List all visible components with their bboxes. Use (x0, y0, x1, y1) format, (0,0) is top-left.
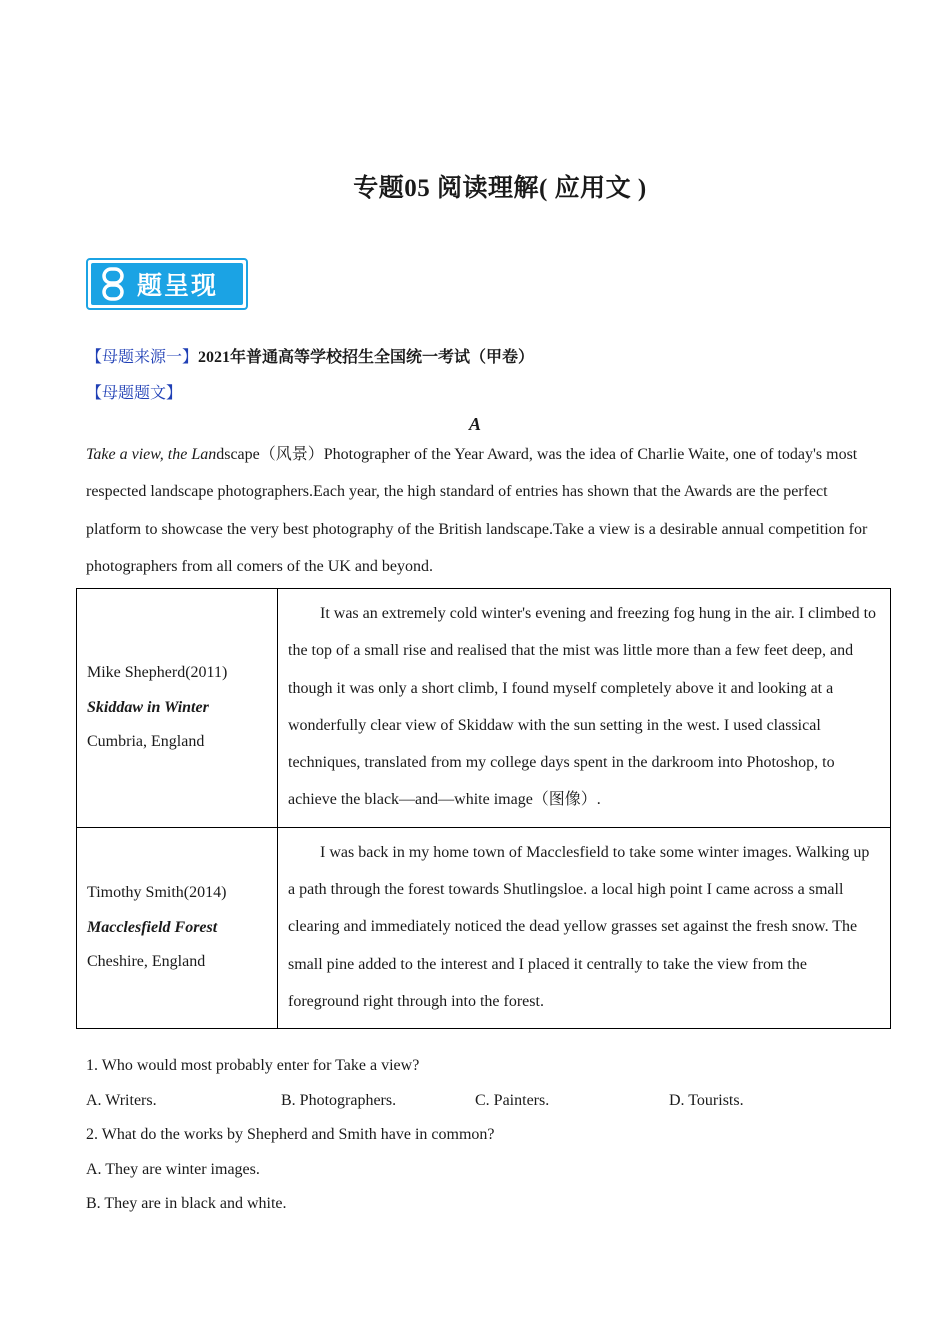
source-line (86, 344, 534, 367)
table-row (77, 589, 891, 828)
photo-location: Cumbria, England (87, 733, 205, 751)
passage-label: 【母题题文】 (86, 385, 183, 402)
source-text: 2021年普通高等学校招生全国统一考试（甲卷） (198, 349, 535, 366)
photo-location: Cheshire, England (87, 953, 206, 971)
page-title: 专题05 阅读理解( 应用文 ) (353, 175, 647, 202)
source-bracket: 【母题来源一】 (86, 349, 199, 366)
intro-paragraph (86, 436, 876, 585)
entry-description-cell (278, 827, 891, 1028)
entry-description-cell (278, 589, 891, 828)
entry-info-cell (77, 589, 278, 828)
option-a: A. They are winter images. (86, 1161, 260, 1178)
photographer-name: Mike Shepherd(2011) (87, 664, 228, 682)
table-row (77, 827, 891, 1028)
entry-info-cell (77, 827, 278, 1028)
section-heading: A (468, 414, 481, 434)
option-a: A. Writers. (86, 1092, 157, 1109)
chain-link-icon (95, 266, 131, 302)
question-stem: 2. What do the works by Shepherd and Smith have in common? (86, 1126, 495, 1143)
intro-rest: dscape（风景）Photographer of the Year Award, was the idea of Charlie Waite, one of today's most respected landscape photographers.Each year, the high standard of entries has shown that the Awards are the perfect platform to showcase the very best photography of the British landscape.Take a view is a desirable annual competition for photographers from all comers of the UK and beyond. (86, 446, 868, 575)
entries-table (76, 588, 891, 1029)
entry-description: I was back in my home town of Macclesfield to take some winter images. Walking up a path through the forest towards Shutlingsloe. a local high point I came across a small clearing and immediately noticed the dead yellow grasses set against the fresh snow. The small pine added to the interest and I placed it centrally to take the view from the foreground right through into the forest. (288, 843, 870, 1010)
photo-title: Skiddaw in Winter (87, 698, 209, 716)
photo-title: Macclesfield Forest (87, 918, 218, 936)
intro-italic: Take a view, the Lan (86, 446, 217, 463)
option-d: D. Tourists. (669, 1092, 744, 1109)
option-c: C. Painters. (475, 1092, 550, 1109)
entry-description: It was an extremely cold winter's evening and freezing fog hung in the air. I climbed to the top of a small rise and realised that the mist was little more than a few feet deep, and though it was only a short climb, I found myself completely above it and looking at a wonderfully clear view of Skiddaw with the sun setting in the west. I used classical techniques, translated from my college days spent in the darkroom into Photoshop, to achieve the black—and—white image（图像）. (288, 605, 877, 809)
photographer-name: Timothy Smith(2014) (87, 884, 227, 902)
question-stem: 1. Who would most probably enter for Take a view? (86, 1057, 420, 1074)
option-b: B. Photographers. (281, 1092, 397, 1109)
section-banner (86, 258, 248, 310)
banner-label: 题呈现 (137, 271, 219, 300)
option-b: B. They are in black and white. (86, 1195, 287, 1212)
